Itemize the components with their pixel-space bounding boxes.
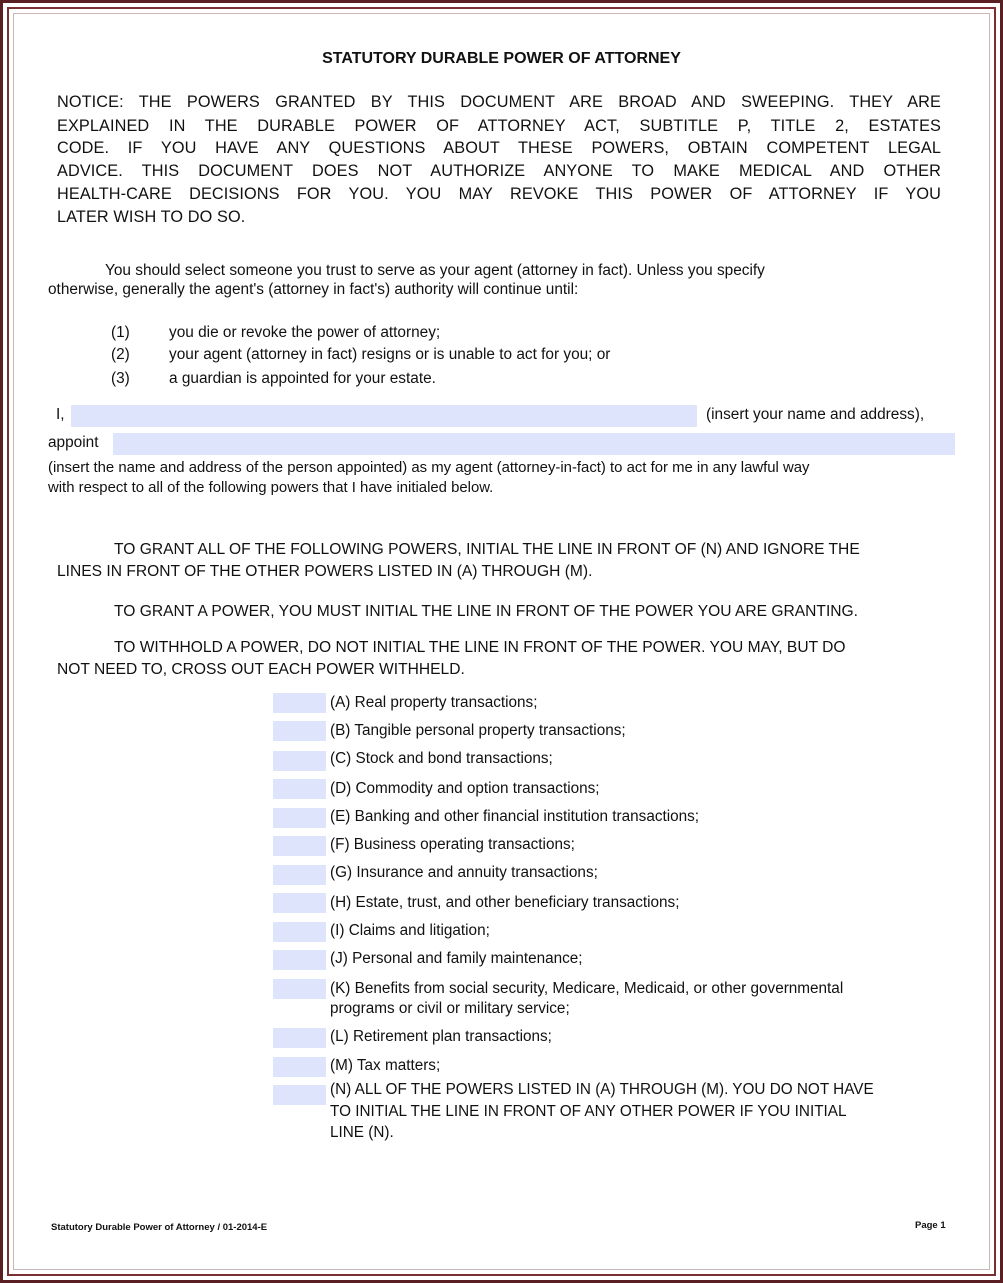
appoint-text-line: with respect to all of the following powers that I have initialed below. [48, 480, 494, 496]
power-item-h: (H) Estate, trust, and other beneficiary transactions; [330, 894, 680, 911]
document-title: STATUTORY DURABLE POWER OF ATTORNEY [322, 50, 681, 67]
grantor-name-field[interactable] [71, 405, 697, 427]
power-item-a: (A) Real property transactions; [330, 694, 538, 711]
withhold-instruction: NOT NEED TO, CROSS OUT EACH POWER WITHHELD. [57, 661, 465, 678]
condition-number: (2) [111, 346, 130, 363]
power-item-g: (G) Insurance and annuity transactions; [330, 864, 598, 881]
power-item-j: (J) Personal and family maintenance; [330, 950, 583, 967]
initial-field-b[interactable] [273, 721, 326, 741]
grant-all-instruction: TO GRANT ALL OF THE FOLLOWING POWERS, INITIAL THE LINE IN FRONT OF (N) AND IGNORE THE [114, 541, 860, 558]
initial-field-h[interactable] [273, 893, 326, 913]
power-item-b: (B) Tangible personal property transactions; [330, 722, 626, 739]
initial-field-g[interactable] [273, 865, 326, 885]
grantor-label: I, [56, 406, 65, 423]
notice-line: ADVICE. THIS DOCUMENT DOES NOT AUTHORIZE ANYONE TO MAKE MEDICAL AND OTHER [57, 162, 941, 180]
condition-text: you die or revoke the power of attorney; [169, 324, 441, 341]
grant-all-instruction: LINES IN FRONT OF THE OTHER POWERS LISTED IN (A) THROUGH (M). [57, 563, 593, 580]
power-item-n: (N) ALL OF THE POWERS LISTED IN (A) THROUGH (M). YOU DO NOT HAVE [330, 1081, 874, 1098]
power-item-f: (F) Business operating transactions; [330, 836, 575, 853]
condition-text: a guardian is appointed for your estate. [169, 370, 436, 387]
intro-line: otherwise, generally the agent's (attorney in fact's) authority will continue until: [48, 281, 579, 298]
intro-line: You should select someone you trust to serve as your agent (attorney in fact). Unless you specify [105, 262, 765, 279]
power-item-k-cont: programs or civil or military service; [330, 1000, 570, 1017]
initial-field-n[interactable] [273, 1085, 326, 1105]
appoint-label: appoint [48, 434, 99, 451]
initial-field-e[interactable] [273, 808, 326, 828]
notice-line: NOTICE: THE POWERS GRANTED BY THIS DOCUMENT ARE BROAD AND SWEEPING. THEY ARE [57, 93, 941, 111]
initial-field-k[interactable] [273, 979, 326, 999]
withhold-instruction: TO WITHHOLD A POWER, DO NOT INITIAL THE LINE IN FRONT OF THE POWER. YOU MAY, BUT DO [114, 639, 846, 656]
condition-number: (1) [111, 324, 130, 341]
condition-number: (3) [111, 370, 130, 387]
initial-field-j[interactable] [273, 950, 326, 970]
power-item-i: (I) Claims and litigation; [330, 922, 490, 939]
power-item-k: (K) Benefits from social security, Medicare, Medicaid, or other governmental [330, 980, 844, 997]
initial-field-c[interactable] [273, 751, 326, 771]
agent-name-field[interactable] [113, 433, 955, 455]
power-item-l: (L) Retirement plan transactions; [330, 1028, 552, 1045]
power-item-n-cont: TO INITIAL THE LINE IN FRONT OF ANY OTHER POWER IF YOU INITIAL [330, 1103, 847, 1120]
initial-field-m[interactable] [273, 1057, 326, 1077]
notice-line: EXPLAINED IN THE DURABLE POWER OF ATTORNEY ACT, SUBTITLE P, TITLE 2, ESTATES [57, 117, 941, 135]
power-item-d: (D) Commodity and option transactions; [330, 780, 600, 797]
power-item-e: (E) Banking and other financial institution transactions; [330, 808, 700, 825]
notice-line: LATER WISH TO DO SO. [57, 208, 246, 226]
grantor-hint: (insert your name and address), [706, 406, 925, 423]
initial-field-d[interactable] [273, 779, 326, 799]
condition-text: your agent (attorney in fact) resigns or is unable to act for you; or [169, 346, 611, 363]
notice-line: HEALTH-CARE DECISIONS FOR YOU. YOU MAY REVOKE THIS POWER OF ATTORNEY IF YOU [57, 185, 941, 203]
footer-page-number: Page 1 [915, 1220, 946, 1231]
initial-field-i[interactable] [273, 922, 326, 942]
power-item-m: (M) Tax matters; [330, 1057, 441, 1074]
appoint-text-line: (insert the name and address of the person appointed) as my agent (attorney-in-fact) to act for me in any lawful way [48, 460, 810, 476]
initial-field-f[interactable] [273, 836, 326, 856]
initial-field-a[interactable] [273, 693, 326, 713]
notice-line: CODE. IF YOU HAVE ANY QUESTIONS ABOUT THESE POWERS, OBTAIN COMPETENT LEGAL [57, 139, 941, 157]
power-item-c: (C) Stock and bond transactions; [330, 750, 553, 767]
initial-field-l[interactable] [273, 1028, 326, 1048]
grant-one-instruction: TO GRANT A POWER, YOU MUST INITIAL THE LINE IN FRONT OF THE POWER YOU ARE GRANTING. [114, 603, 858, 620]
footer-form-id: Statutory Durable Power of Attorney / 01-2014-E [51, 1222, 268, 1233]
power-item-n-cont: LINE (N). [330, 1124, 394, 1141]
